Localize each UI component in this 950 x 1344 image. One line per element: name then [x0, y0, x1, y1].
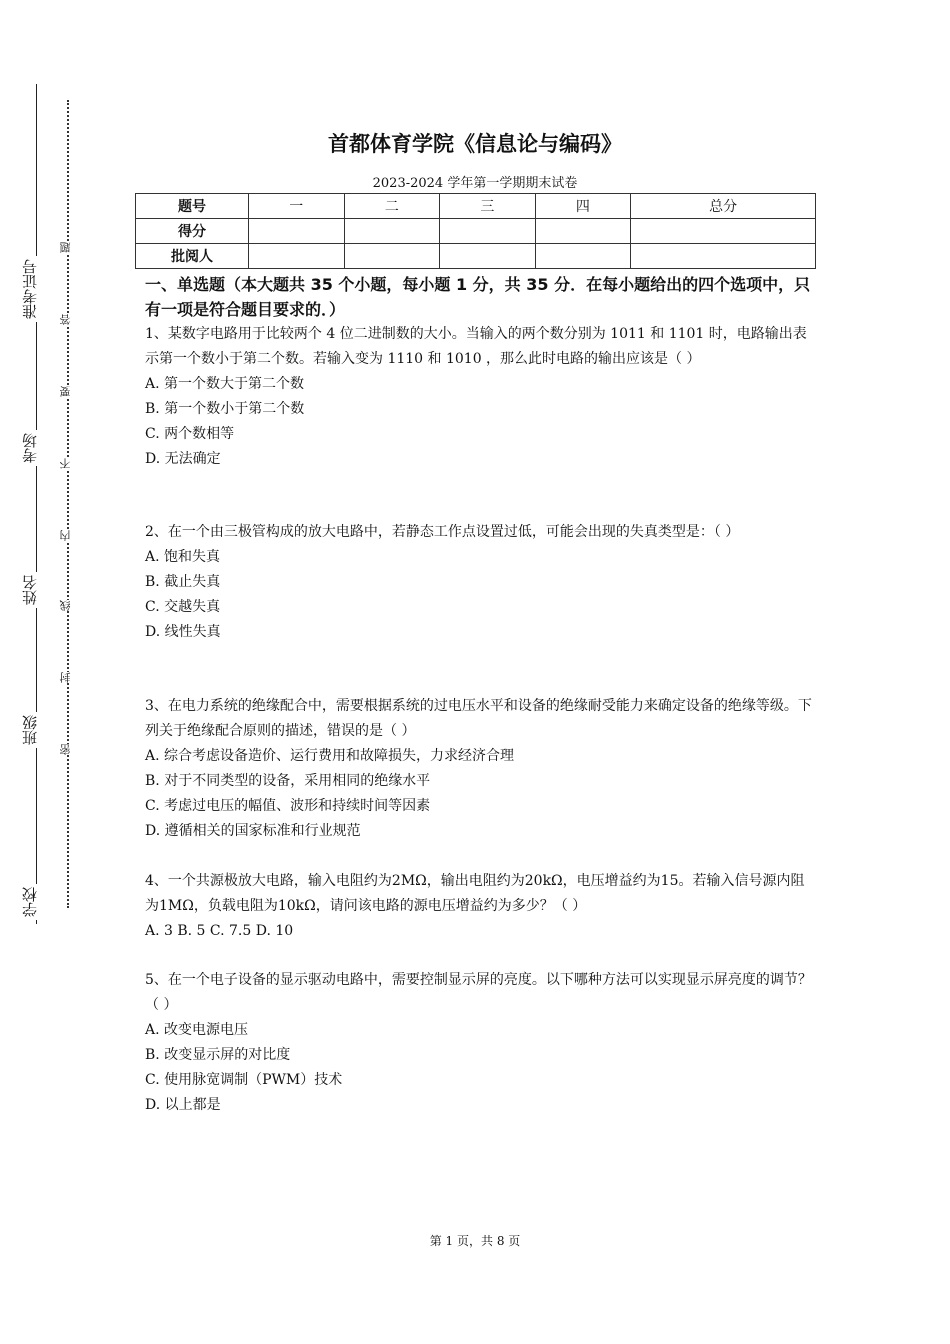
option-c: C. 两个数相等 [145, 426, 235, 442]
question-2 [145, 520, 817, 645]
score-cell [344, 244, 440, 269]
option-a: A. 第一个数大于第二个数 [145, 376, 305, 392]
margin-label-school: 学校 [22, 884, 44, 920]
margin-label-exam-number: 准考证号 [22, 256, 44, 322]
margin-label-exam-room: 考场 [22, 430, 44, 466]
column-header: 总分 [631, 194, 816, 219]
options-line: A. 3 B. 5 C. 7.5 D. 10 [145, 923, 294, 939]
column-header: 二 [344, 194, 440, 219]
score-cell [631, 244, 816, 269]
exam-subtitle: 2023-2024 学年第一学期期末试卷 [372, 176, 578, 191]
seal-char: 要 [60, 386, 76, 397]
score-cell [249, 244, 345, 269]
option-a: A. 饱和失真 [145, 549, 221, 565]
option-b: B. 截止失真 [145, 574, 221, 590]
score-cell [440, 219, 536, 244]
row-header: 得分 [136, 219, 249, 244]
seal-dotted-line [67, 100, 69, 908]
option-c: C. 交越失真 [145, 599, 221, 615]
section-heading: 一、单选题（本大题共 35 个小题，每小题 1 分，共 35 分．在每小题给出的四个选项中，只有一项是符合题目要求的．） [145, 275, 811, 319]
seal-char: 不 [60, 458, 76, 469]
score-cell [535, 219, 631, 244]
row-header: 批阅人 [136, 244, 249, 269]
exam-title: 首都体育学院《信息论与编码》 [328, 132, 622, 156]
column-header: 三 [440, 194, 536, 219]
question-1 [145, 322, 817, 472]
question-3 [145, 694, 817, 844]
option-c: C. 考虑过电压的幅值、波形和持续时间等因素 [145, 798, 431, 814]
option-d: D. 无法确定 [145, 451, 221, 467]
table-header-row [136, 194, 816, 219]
score-cell [631, 219, 816, 244]
seal-char: 封 [60, 672, 76, 683]
question-stem: 5、在一个电子设备的显示驱动电路中，需要控制显示屏的亮度。以下哪种方法可以实现显示屏亮度的调节？（ ） [145, 972, 812, 1013]
score-cell [344, 219, 440, 244]
seal-char: 答 [60, 314, 76, 325]
column-header: 题号 [136, 194, 249, 219]
score-cell [535, 244, 631, 269]
score-cell [440, 244, 536, 269]
seal-char: 内 [60, 530, 76, 541]
seal-char: 线 [60, 600, 76, 611]
margin-label-name: 姓名 [22, 572, 44, 608]
binding-margin-line [36, 84, 37, 924]
option-b: B. 改变显示屏的对比度 [145, 1047, 291, 1063]
question-5 [145, 968, 817, 1118]
table-row [136, 219, 816, 244]
option-c: C. 使用脉宽调制（PWM）技术 [145, 1072, 343, 1088]
question-stem: 4、一个共源极放大电路，输入电阻约为2MΩ，输出电阻约为20kΩ，电压增益约为15。若输入信号源内阻为1MΩ，负载电阻为10kΩ，请问该电路的源电压增益约为多少？（ ） [145, 873, 805, 914]
seal-char: 题 [60, 242, 76, 253]
page-number: 第 1 页，共 8 页 [429, 1234, 521, 1248]
seal-char: 密 [60, 744, 76, 755]
column-header: 四 [535, 194, 631, 219]
option-a: A. 改变电源电压 [145, 1022, 249, 1038]
score-cell [249, 219, 345, 244]
option-a: A. 综合考虑设备造价、运行费用和故障损失，力求经济合理 [145, 748, 515, 764]
option-d: D. 遵循相关的国家标准和行业规范 [145, 823, 361, 839]
column-header: 一 [249, 194, 345, 219]
option-d: D. 以上都是 [145, 1097, 221, 1113]
margin-label-class: 班级 [22, 712, 44, 748]
option-d: D. 线性失真 [145, 624, 221, 640]
question-stem: 1、某数字电路用于比较两个 4 位二进制数的大小。当输入的两个数分别为 1011 和 1101 时，电路输出表示第一个数小于第二个数。若输入变为 1110 和 1010 ，那么此时电路的输出应该是（ ） [145, 326, 807, 367]
question-stem: 2、在一个由三极管构成的放大电路中，若静态工作点设置过低，可能会出现的失真类型是：（ ） [145, 524, 740, 540]
score-table [135, 193, 816, 269]
question-4 [145, 869, 817, 944]
question-stem: 3、在电力系统的绝缘配合中，需要根据系统的过电压水平和设备的绝缘耐受能力来确定设备的绝缘等级。下列关于绝缘配合原则的描述，错误的是（ ） [145, 698, 812, 739]
option-b: B. 对于不同类型的设备，采用相同的绝缘水平 [145, 773, 431, 789]
option-b: B. 第一个数小于第二个数 [145, 401, 305, 417]
table-row [136, 244, 816, 269]
